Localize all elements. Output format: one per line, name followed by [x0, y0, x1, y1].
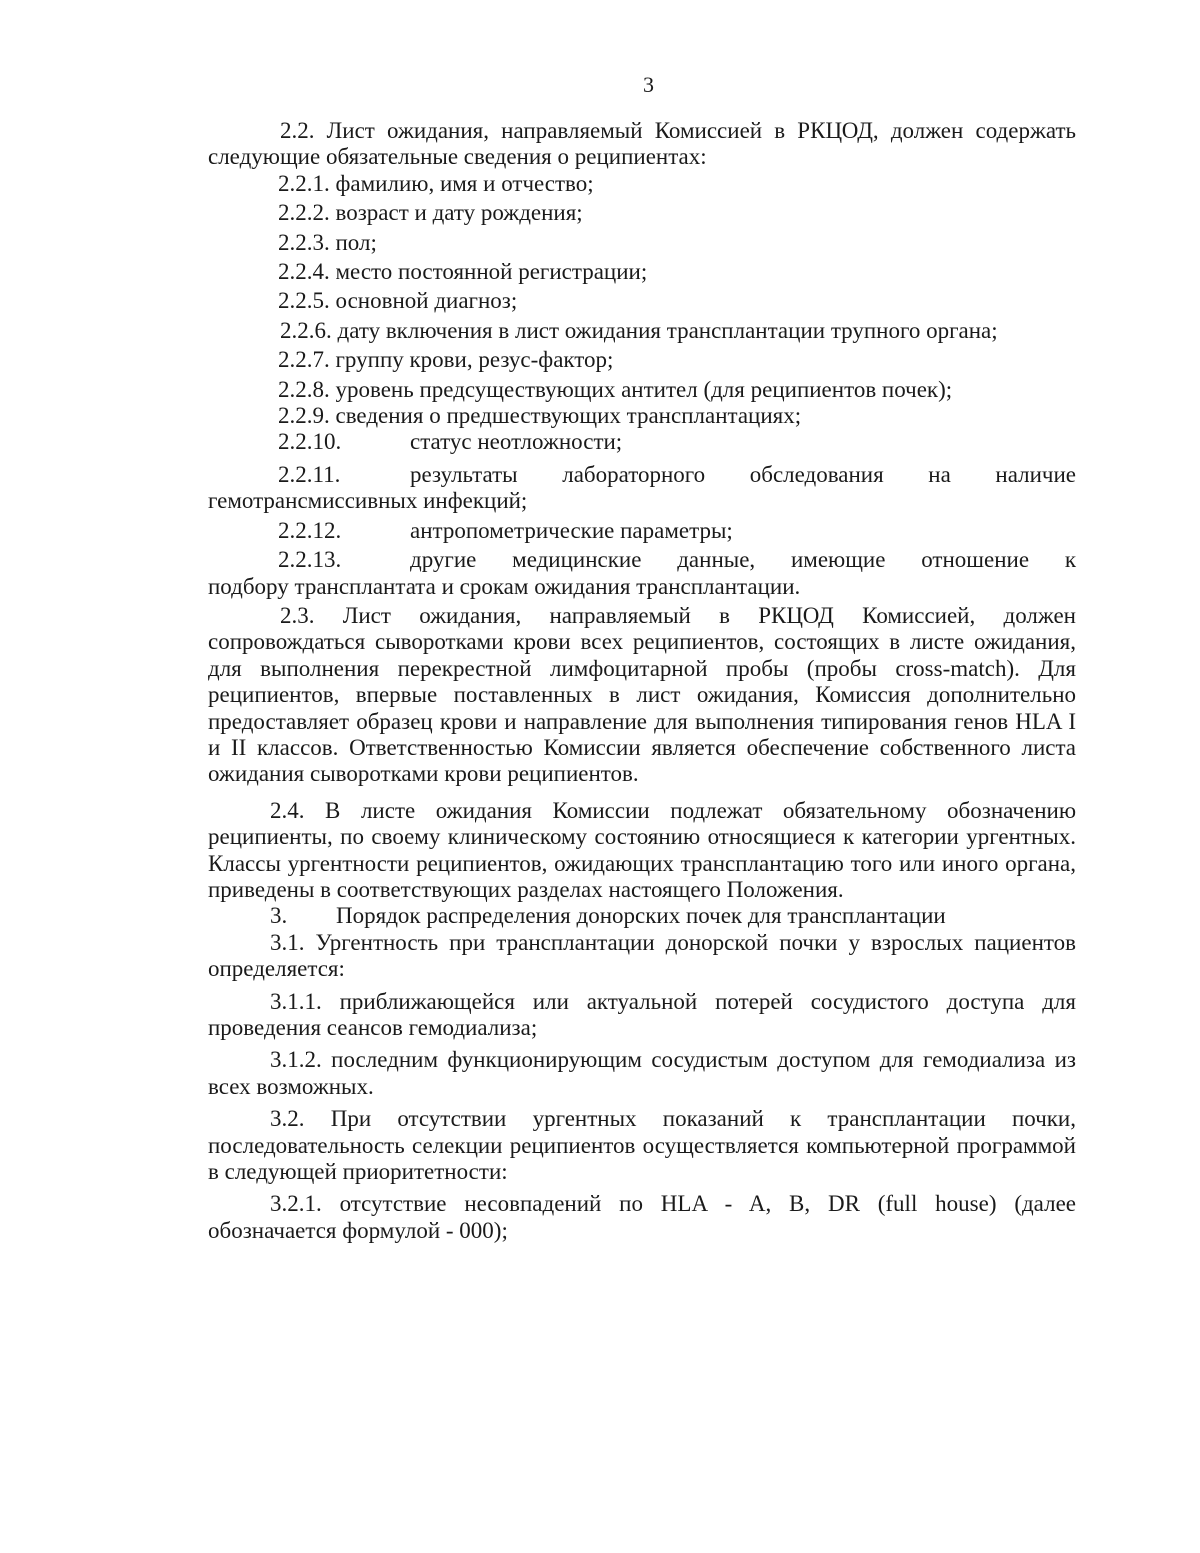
item-continuation: подбору трансплантата и срокам ожидания трансплантации.: [208, 573, 801, 599]
paragraph-2-4: 2.4. В листе ожидания Комиссии подлежат обязательному обозначению реципиенты, по своему клиническому состоянию относящиеся к категории ургентных. Классы ургентности реципиентов, ожидающих трансплантацию того или иного органа, приведены в соответствующих разделах настоящего Положения.: [208, 797, 1076, 902]
section-number: 3.: [270, 903, 288, 929]
item-text: антропометрические параметры;: [410, 517, 733, 543]
paragraph-3-1-1: 3.1.1. приближающейся или актуальной потерей сосудистого доступа для проведения сеансов гемодиализа;: [208, 988, 1076, 1040]
paragraph-3-1: 3.1. Ургентность при трансплантации донорской почки у взрослых пациентов определяется:: [208, 929, 1076, 982]
paragraph-2-2: 2.2. Лист ожидания, направляемый Комиссией в РКЦОД, должен содержать следующие обязательные сведения о реципиентах:: [208, 118, 1076, 170]
item-text: результаты лабораторного обследования на наличие: [410, 461, 1076, 487]
list-item-2-2-3: 2.2.3. пол;: [278, 229, 377, 255]
list-item-2-2-8: 2.2.8. уровень предсуществующих антител (для реципиентов почек);: [278, 376, 953, 402]
item-number: 2.2.11.: [278, 461, 341, 487]
paragraph-2-2-6: 2.2.6. дату включения в лист ожидания трансплантации трупного органа;: [280, 317, 998, 343]
list-item-2-2-7: 2.2.7. группу крови, резус-фактор;: [278, 347, 614, 373]
paragraph-3-1-2: 3.1.2. последним функционирующим сосудистым доступом для гемодиализа из всех возможных.: [208, 1047, 1076, 1099]
item-number: 2.2.13.: [278, 547, 342, 573]
list-item-2-2-2: 2.2.2. возраст и дату рождения;: [278, 200, 583, 226]
paragraph-3-2-1: 3.2.1. отсутствие несовпадений по HLA - A, B, DR (full house) (далее обозначается формулой - 000);: [208, 1191, 1076, 1243]
numbered-item-2-2-10: [208, 429, 1076, 455]
item-text: статус неотложности;: [410, 429, 623, 455]
list-item-2-2-4: 2.2.4. место постоянной регистрации;: [278, 259, 648, 285]
list-item-2-2-1: 2.2.1. фамилию, имя и отчество;: [278, 170, 594, 196]
document-body: [208, 118, 1076, 1244]
numbered-item-first-line: [208, 462, 1076, 488]
item-text: другие медицинские данные, имеющие отношение к: [410, 547, 1076, 573]
numbered-item-2-2-11: [208, 462, 1076, 515]
section-title: Порядок распределения донорских почек для трансплантации: [336, 903, 946, 929]
numbered-item-first-line: [208, 547, 1076, 573]
section-heading-3: [208, 903, 1076, 929]
paragraph-3-2: 3.2. При отсутствии ургентных показаний к трансплантации почки, последовательность селекции реципиентов осуществляется компьютерной программой в следующей приоритетности:: [208, 1106, 1076, 1185]
numbered-item-2-2-13: [208, 547, 1076, 600]
item-continuation: гемотрансмиссивных инфекций;: [208, 488, 528, 514]
item-number: 2.2.12.: [278, 517, 342, 543]
page-number: 3: [643, 72, 654, 97]
list-item-2-2-9: 2.2.9. сведения о предшествующих трансплантациях;: [278, 403, 802, 429]
item-number: 2.2.10.: [278, 429, 342, 455]
paragraph-2-3: 2.3. Лист ожидания, направляемый в РКЦОД Комиссией, должен сопровождаться сыворотками крови всех реципиентов, состоящих в листе ожидания, для выполнения перекрестной лимфоцитарной пробы (пробы cross-match). Для реципиентов, впервые поставленных в лист ожидания, Комиссия дополнительно предоставляет образец крови и направление для выполнения типирования генов HLA I и II классов. Ответственностью Комиссии является обеспечение собственного листа ожидания сыворотками крови реципиентов.: [208, 602, 1076, 787]
numbered-item-2-2-12: [208, 518, 1076, 544]
list-item-2-2-5: 2.2.5. основной диагноз;: [278, 288, 518, 314]
